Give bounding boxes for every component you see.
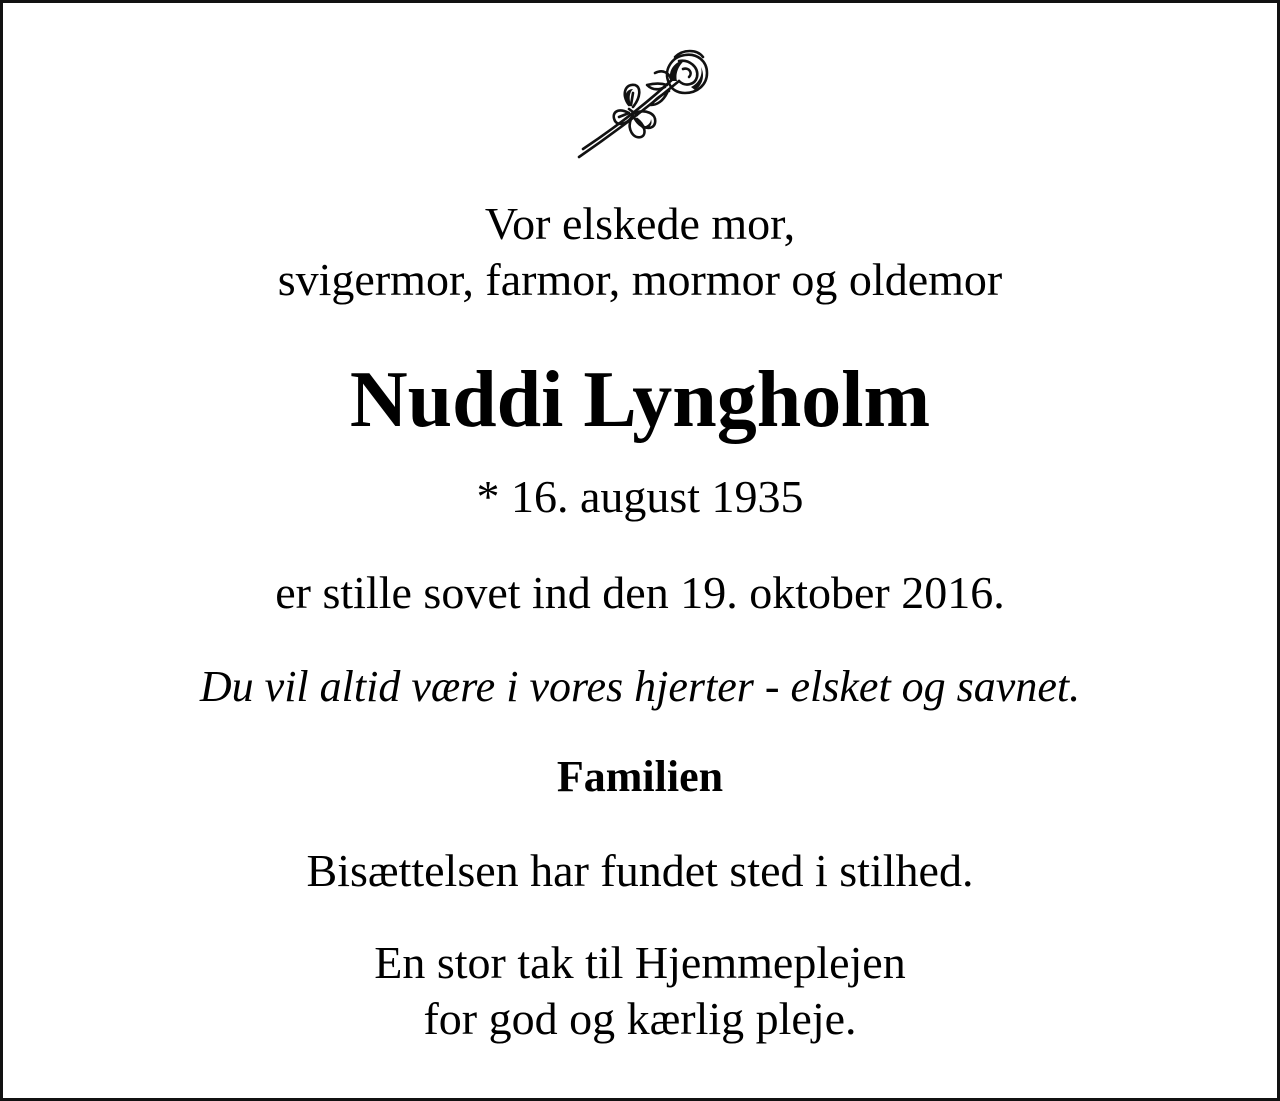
intro-line-1: Vor elskede mor,: [484, 198, 796, 249]
deceased-name: Nuddi Lyngholm: [349, 356, 931, 444]
memorial-quote: Du vil altid være i vores hjerter - elsket og savnet.: [199, 662, 1081, 711]
death-date: er stille sovet ind den 19. oktober 2016.: [275, 567, 1005, 618]
family-signature: Familien: [556, 752, 724, 801]
thanks-line-1: En stor tak til Hjemmeplejen: [374, 937, 906, 988]
funeral-note: Bisættelsen har fundet sted i stilhed.: [306, 845, 974, 896]
intro-text: [3, 196, 1277, 308]
thanks-line-2: for god og kærlig pleje.: [423, 993, 857, 1044]
rose-icon: [571, 47, 717, 163]
thanks-text: [3, 935, 1277, 1047]
birth-date: * 16. august 1935: [476, 471, 804, 522]
intro-line-2: svigermor, farmor, mormor og oldemor: [277, 254, 1003, 305]
